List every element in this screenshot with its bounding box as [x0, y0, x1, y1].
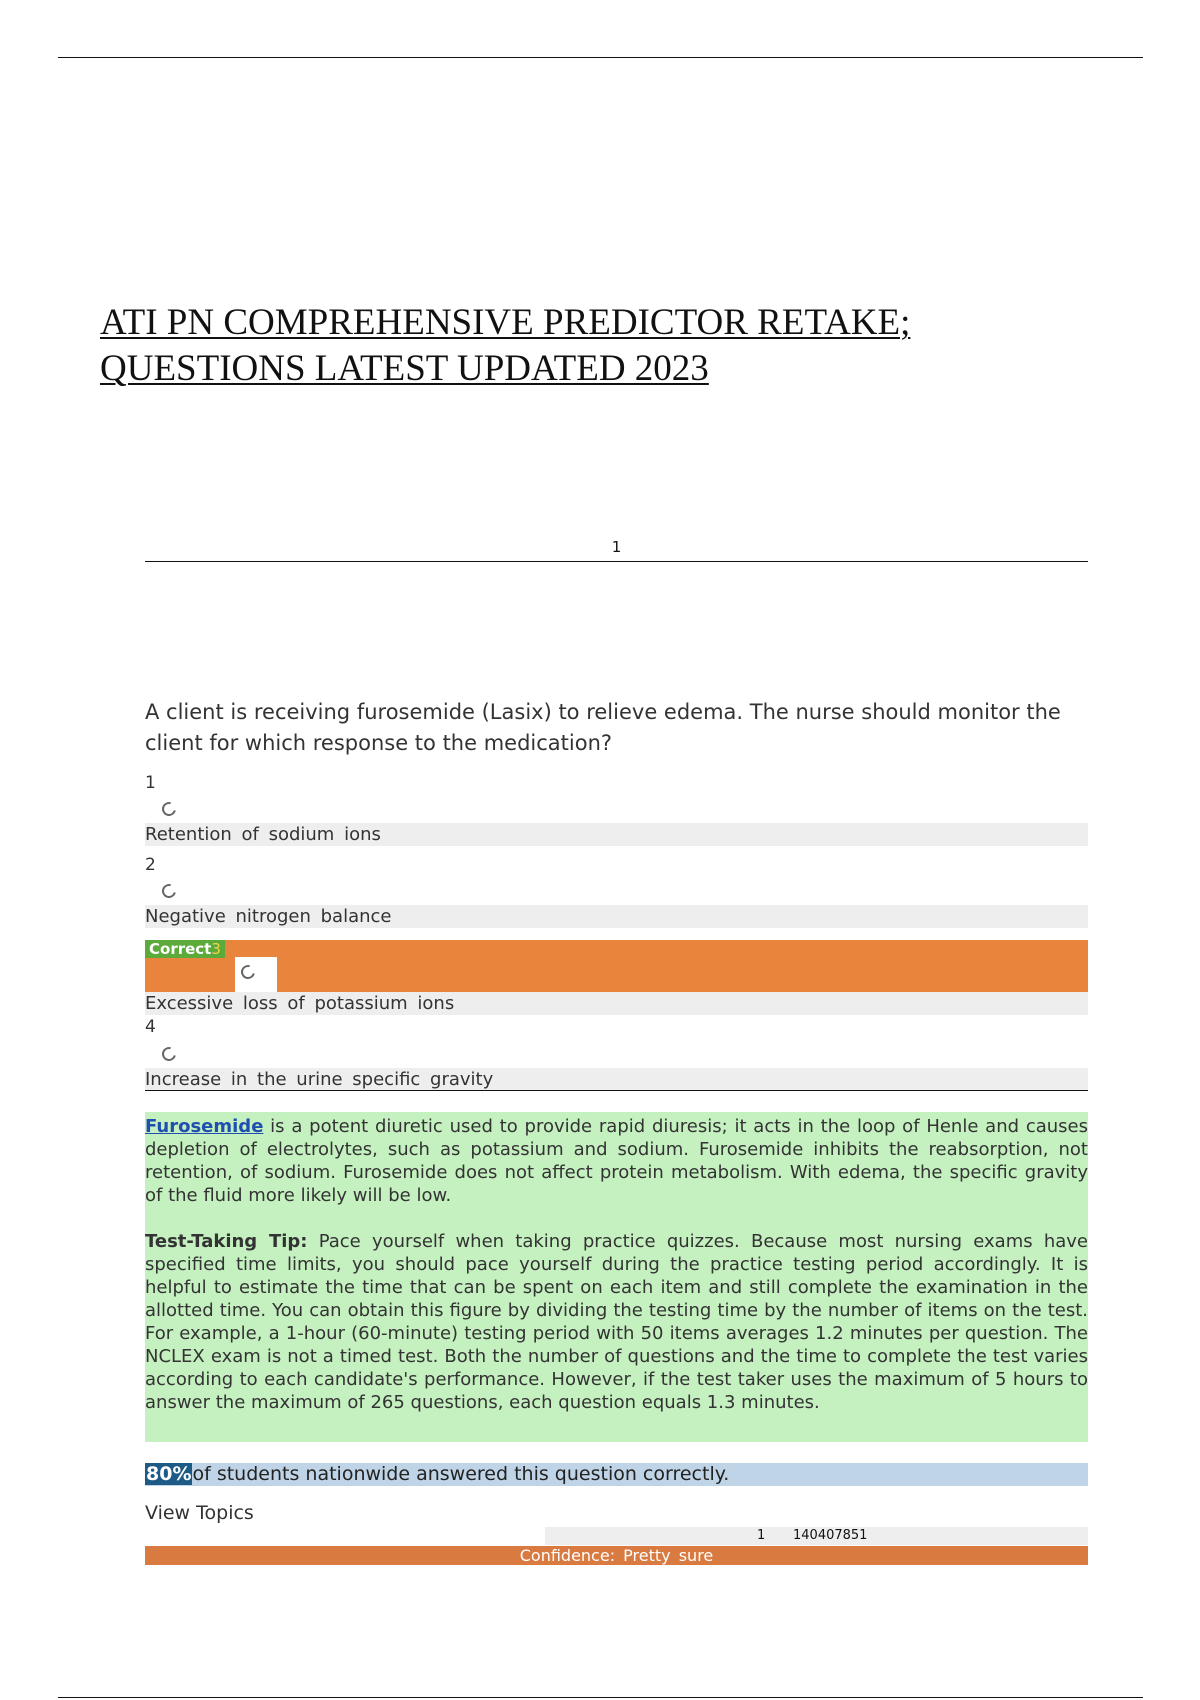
- question-id-number: 1: [757, 1528, 766, 1543]
- top-rule: [58, 57, 1143, 58]
- document-title-line1: ATI PN COMPREHENSIVE PREDICTOR RETAKE;: [100, 302, 911, 343]
- correct-answer-band: [145, 940, 1088, 992]
- rationale-paragraph: [145, 1115, 1088, 1207]
- tip-label: Test-Taking Tip:: [145, 1231, 308, 1252]
- page-header-rule: [145, 561, 1088, 562]
- option-1-number: 1: [145, 773, 156, 793]
- option-3-text: Excessive loss of potassium ions: [145, 993, 455, 1014]
- page-number: 1: [611, 538, 622, 556]
- option-2-radio[interactable]: [159, 881, 178, 900]
- stat-percent: 80%: [146, 1463, 192, 1485]
- option-2-number: 2: [145, 855, 156, 875]
- options-end-rule: [145, 1090, 1088, 1091]
- confidence-bar: Confidence: Pretty sure: [145, 1546, 1088, 1565]
- rationale-text: is a potent diuretic used to provide rapid diuresis; it acts in the loop of Henle and causes depletion of electrolytes, such as potassium and sodium. Furosemide inhibits the reabsorption, not retention, of sodium. Furosemide does not affect protein metabolism. With edema, the specific gravity of the fluid more likely will be low.: [145, 1116, 1088, 1206]
- question-id-bar: [545, 1527, 1088, 1545]
- test-taking-tip: [145, 1230, 1088, 1414]
- correct-label: Correct: [149, 940, 212, 958]
- option-1-radio[interactable]: [159, 799, 178, 818]
- option-2-text: Negative nitrogen balance: [145, 906, 392, 927]
- stat-text: of students nationwide answered this question correctly.: [192, 1463, 730, 1485]
- correct-option-number: 3: [211, 940, 221, 958]
- furosemide-link[interactable]: Furosemide: [145, 1116, 264, 1137]
- option-4-radio[interactable]: [159, 1044, 178, 1063]
- question-text: A client is receiving furosemide (Lasix) to relieve edema. The nurse should monitor the client for which response to the medication?: [145, 700, 1061, 755]
- national-stat-bar: [145, 1463, 1088, 1486]
- option-4-number: 4: [145, 1017, 156, 1037]
- option-4-text: Increase in the urine specific gravity: [145, 1069, 494, 1090]
- tip-text: Pace yourself when taking practice quizzes. Because most nursing exams have specified time limits, you should pace yourself during the practice testing period accordingly. It is helpful to estimate the time that can be spent on each item and still complete the examination in the allotted time. You can obtain this figure by dividing the testing time by the number of items on the test. For example, a 1-hour (60-minute) testing period with 50 items averages 1.2 minutes per question. The NCLEX exam is not a timed test. Both the number of questions and the time to complete the test varies according to each candidate's performance. However, if the test taker uses the maximum of 5 hours to answer the maximum of 265 questions, each question equals 1.3 minutes.: [145, 1231, 1088, 1413]
- option-1-text: Retention of sodium ions: [145, 824, 381, 845]
- bottom-rule: [58, 1697, 1143, 1698]
- correct-badge: [145, 940, 225, 958]
- document-title-line2: QUESTIONS LATEST UPDATED 2023: [100, 348, 709, 389]
- question-id-code: 140407851: [793, 1528, 868, 1543]
- rationale-panel: [145, 1112, 1088, 1442]
- document-title: [100, 300, 910, 392]
- view-topics-link[interactable]: View Topics: [145, 1502, 254, 1524]
